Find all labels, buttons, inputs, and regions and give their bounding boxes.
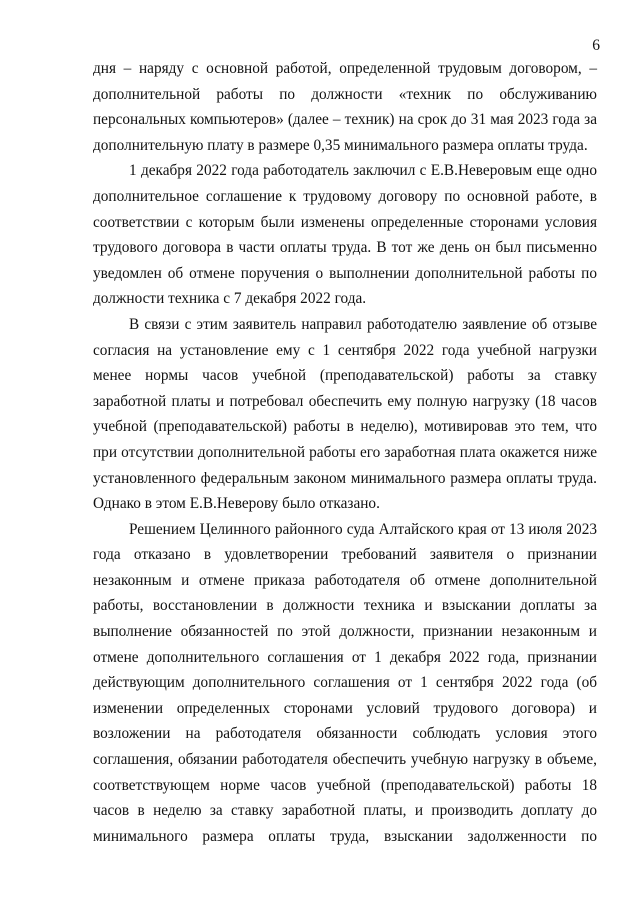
page-number: 6: [592, 37, 600, 54]
paragraph-1: дня – наряду с основной работой, определенной трудовым договором, – дополнительной работы по должности «техник по обслуживанию персональных компьютеров» (далее – техник) на срок до 31 мая 2023 года за дополнительную плату в размере 0,35 минимального размера оплаты труда.: [93, 60, 597, 154]
paragraph-2: 1 декабря 2022 года работодатель заключил с Е.В.Неверовым еще одно дополнительное соглашение к трудовому договору по основной работе, в соответствии с которым были изменены определенные сторонами условия трудового договора в части оплаты труда. В тот же день он был письменно уведомлен об отмене поручения о выполнении дополнительной работы по должности техника с 7 декабря 2022 года.: [93, 162, 597, 308]
paragraph-4: Решением Целинного районного суда Алтайского края от 13 июля 2023 года отказано в удовлетворении требований заявителя о признании незаконным и отмене приказа работодателя об отмене дополнительной работы, восстановлении в должности техника и взыскании доплаты за выполнение обязанностей по этой должности, признании незаконным и отмене дополнительного соглашения от 1 декабря 2022 года, признании действующим дополнительного соглашения от 1 сентября 2022 года (об изменении определенных сторонами условий трудового договора) и возложении на работодателя обязанности соблюдать условия этого соглашения, обязании работодателя обеспечить учебную нагрузку в объеме, соответствующем норме часов учебной (преподавательской) работы 18 часов в неделю за ставку заработной платы, и производить доплату до минимального размера оплаты труда, взыскании задолженности по: [93, 520, 597, 845]
document-body: [93, 56, 597, 849]
paragraph-3: В связи с этим заявитель направил работодателю заявление об отзыве согласия на установление ему с 1 сентября 2022 года учебной нагрузки менее нормы часов учебной (преподавательской) работы за ставку заработной платы и потребовал обеспечить ему полную нагрузку (18 часов учебной (преподавательской) работы в неделю), мотивировав это тем, что при отсутствии дополнительной работы его заработная плата окажется ниже установленного федеральным законом минимального размера оплаты труда. Однако в этом Е.В.Неверову было отказано.: [93, 315, 597, 513]
